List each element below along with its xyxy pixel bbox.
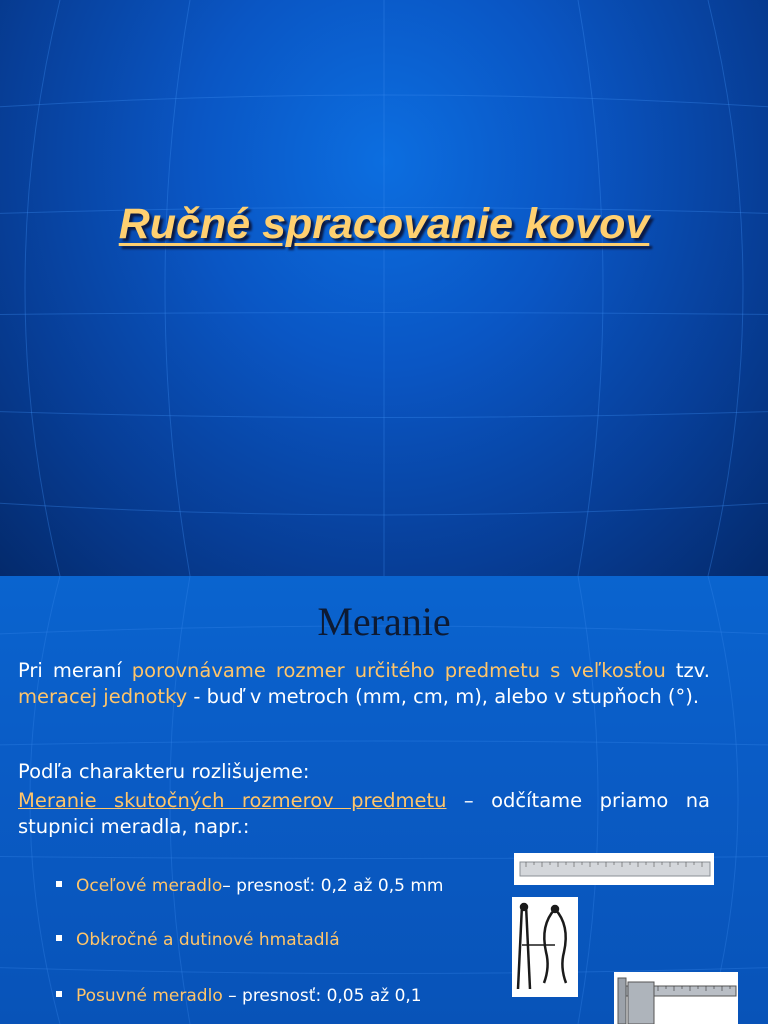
measure-text: – odčítame priamo na stupnici meradla, napr.:: [18, 789, 711, 838]
slide-heading: Meranie: [317, 599, 451, 644]
bullet-name: Posuvné meradlo: [76, 986, 223, 1006]
bullet-item: [56, 986, 422, 1006]
intro-text-2: tzv.: [665, 659, 710, 682]
bullet-name: Oceľové meradlo: [76, 876, 223, 896]
intro-paragraph: [18, 658, 710, 710]
bullet-name: Obkročné a dutinové hmatadlá: [76, 930, 340, 950]
bullet-item: [56, 930, 340, 950]
steel-ruler-image: [514, 853, 714, 885]
measure-link[interactable]: Meranie skutočných rozmerov predmetu: [18, 789, 447, 812]
bullet-detail: – presnosť: 0,05 až 0,1: [222, 986, 422, 1006]
lead-text: Podľa charakteru rozlišujeme:: [18, 760, 310, 783]
vernier-caliper-image: [614, 972, 738, 1024]
slide-title: Ručné spracovanie kovov: [118, 200, 650, 248]
bullet-item: [56, 876, 443, 896]
intro-highlight-1: porovnávame rozmer určitého predmetu s veľkosťou: [131, 659, 666, 682]
intro-highlight-2: meracej jednotky: [18, 685, 188, 708]
bullet-square-icon: [56, 881, 62, 887]
intro-text-3: - buď v metroch (mm, cm, m), alebo v stupňoch (°).: [187, 685, 700, 708]
bullet-detail: – presnosť: 0,2 až 0,5 mm: [222, 876, 444, 896]
bullet-square-icon: [56, 935, 62, 941]
calipers-image: [512, 897, 578, 997]
intro-text-1: Pri meraní: [18, 659, 132, 682]
bullet-square-icon: [56, 991, 62, 997]
measure-paragraph: [18, 788, 710, 840]
